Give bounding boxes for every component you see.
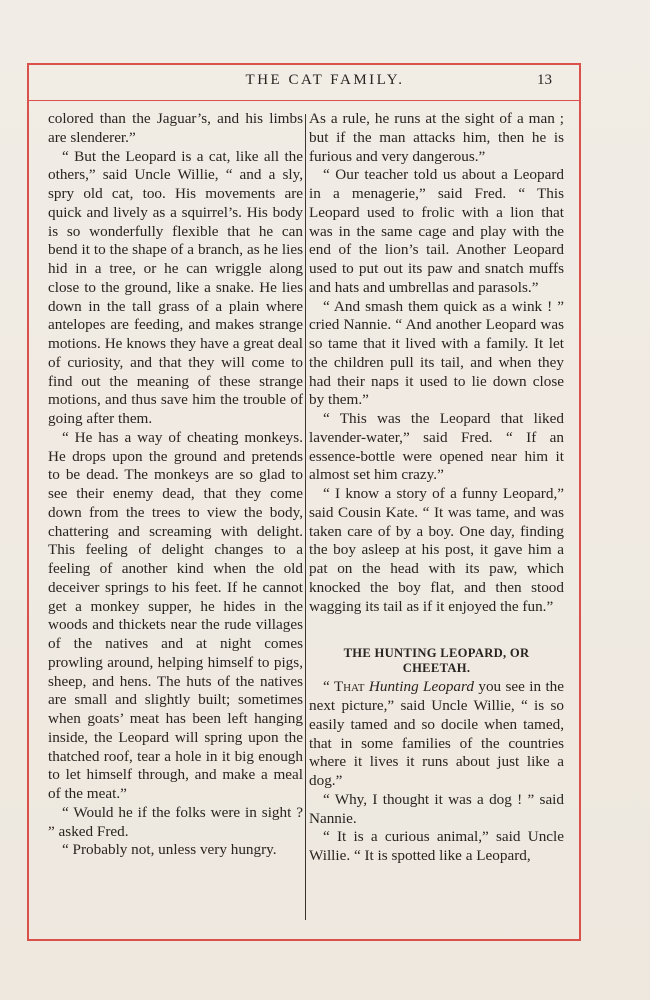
left-paragraph-2: “ But the Leopard is a cat, like all the others,” said Uncle Willie, “ and a sly, spry old cat, too. His movements are quick and lively as a squirrel’s. His body is so wonderfully flexible that he can bend it to the shape of a branch, as he lies hid in a tree, or he can wriggle along close to the ground, like a snake. He lies down in the tall grass of a plain where antelopes are feeding, and makes strange motions. He knows they have a great deal of curiosity, and that they will come to find out the meaning of these strange motions, and thus save him the trouble of going after them. (48, 147, 303, 427)
italic-term: Hunting Leopard (368, 678, 474, 696)
right-paragraph-8: “ It is a curious animal,” said Uncle Willie. “ It is spotted like a Leopard, (309, 828, 564, 864)
right-paragraph-5: “ I know a story of a funny Leopard,” said Cousin Kate. “ It was tame, and was taken care of by a boy. One day, finding the boy asleep at his post, it gave him a pat on the head with its paw, which knocked the boy flat, and then stood wagging its tail as if it enjoyed the fun.” (309, 485, 564, 615)
header-rule (27, 100, 581, 101)
right-paragraph-4: “ This was the Leopard that liked lavender-water,” said Fred. “ If an essence-bottle were opened near him it almost set him crazy.” (309, 410, 564, 484)
paragraph-lead: “ That (323, 678, 365, 696)
left-paragraph-5: “ Probably not, unless very hungry. (62, 841, 277, 859)
section-heading-line-2: CHEETAH. (402, 661, 471, 676)
left-paragraph-3: “ He has a way of cheating monkeys. He drops upon the ground and pretends to be dead. The monkeys are so glad to see their enemy dead, that they come down from the trees to view the body, chattering and screaming with delight. This feeling of delight changes to a feeling of another kind when the old deceiver springs to his feet. If he cannot get a monkey supper, he hides in the woods and thickets near the rude villages of the natives and at night comes prowling around, helping himself to pigs, sheep, and hens. The huts of the natives are small and slightly built; sometimes when goats’ meat has been left hanging inside, the Leopard will spring upon the thatched roof, tear a hole in it big enough to let himself through, and make a meal of the meat.” (48, 428, 303, 802)
column-divider (305, 114, 306, 920)
running-head: THE CAT FAMILY. (245, 72, 405, 88)
paragraph-rest: you see in the next picture,” said Uncle Willie, “ is so easily tamed and so docile when tamed, that in some families of the countries where it lives it runs about just like a dog.” (309, 678, 565, 789)
page-number: 13 (537, 72, 552, 88)
left-paragraph-4: “ Would he if the folks were in sight ? ” asked Fred. (48, 803, 303, 840)
right-paragraph-1: As a rule, he runs at the sight of a man ; but if the man attacks him, then he is furious and very dangerous.” (309, 110, 564, 165)
section-heading-line-1: THE HUNTING LEOPARD, OR (343, 646, 530, 661)
left-paragraph-1: colored than the Jaguar’s, and his limbs are slenderer.” (48, 110, 303, 146)
right-paragraph-3: “ And smash them quick as a wink ! ” cried Nannie. “ And another Leopard was so tame that it lived with a family. It let the children pull its tail, and when they had their naps it used to lie down close by them.” (309, 297, 564, 409)
right-paragraph-2: “ Our teacher told us about a Leopard in a menagerie,” said Fred. “ This Leopard used to frolic with a lion that was in the same cage and play with the end of the lion’s tail. Another Leopard used to put out its paw and snatch muffs and hats and umbrellas and parasols.” (309, 166, 564, 296)
right-paragraph-7: “ Why, I thought it was a dog ! ” said Nannie. (309, 790, 564, 827)
section-heading (309, 646, 564, 676)
left-column (48, 110, 303, 860)
right-column (309, 110, 564, 866)
right-paragraph-6 (309, 678, 564, 791)
